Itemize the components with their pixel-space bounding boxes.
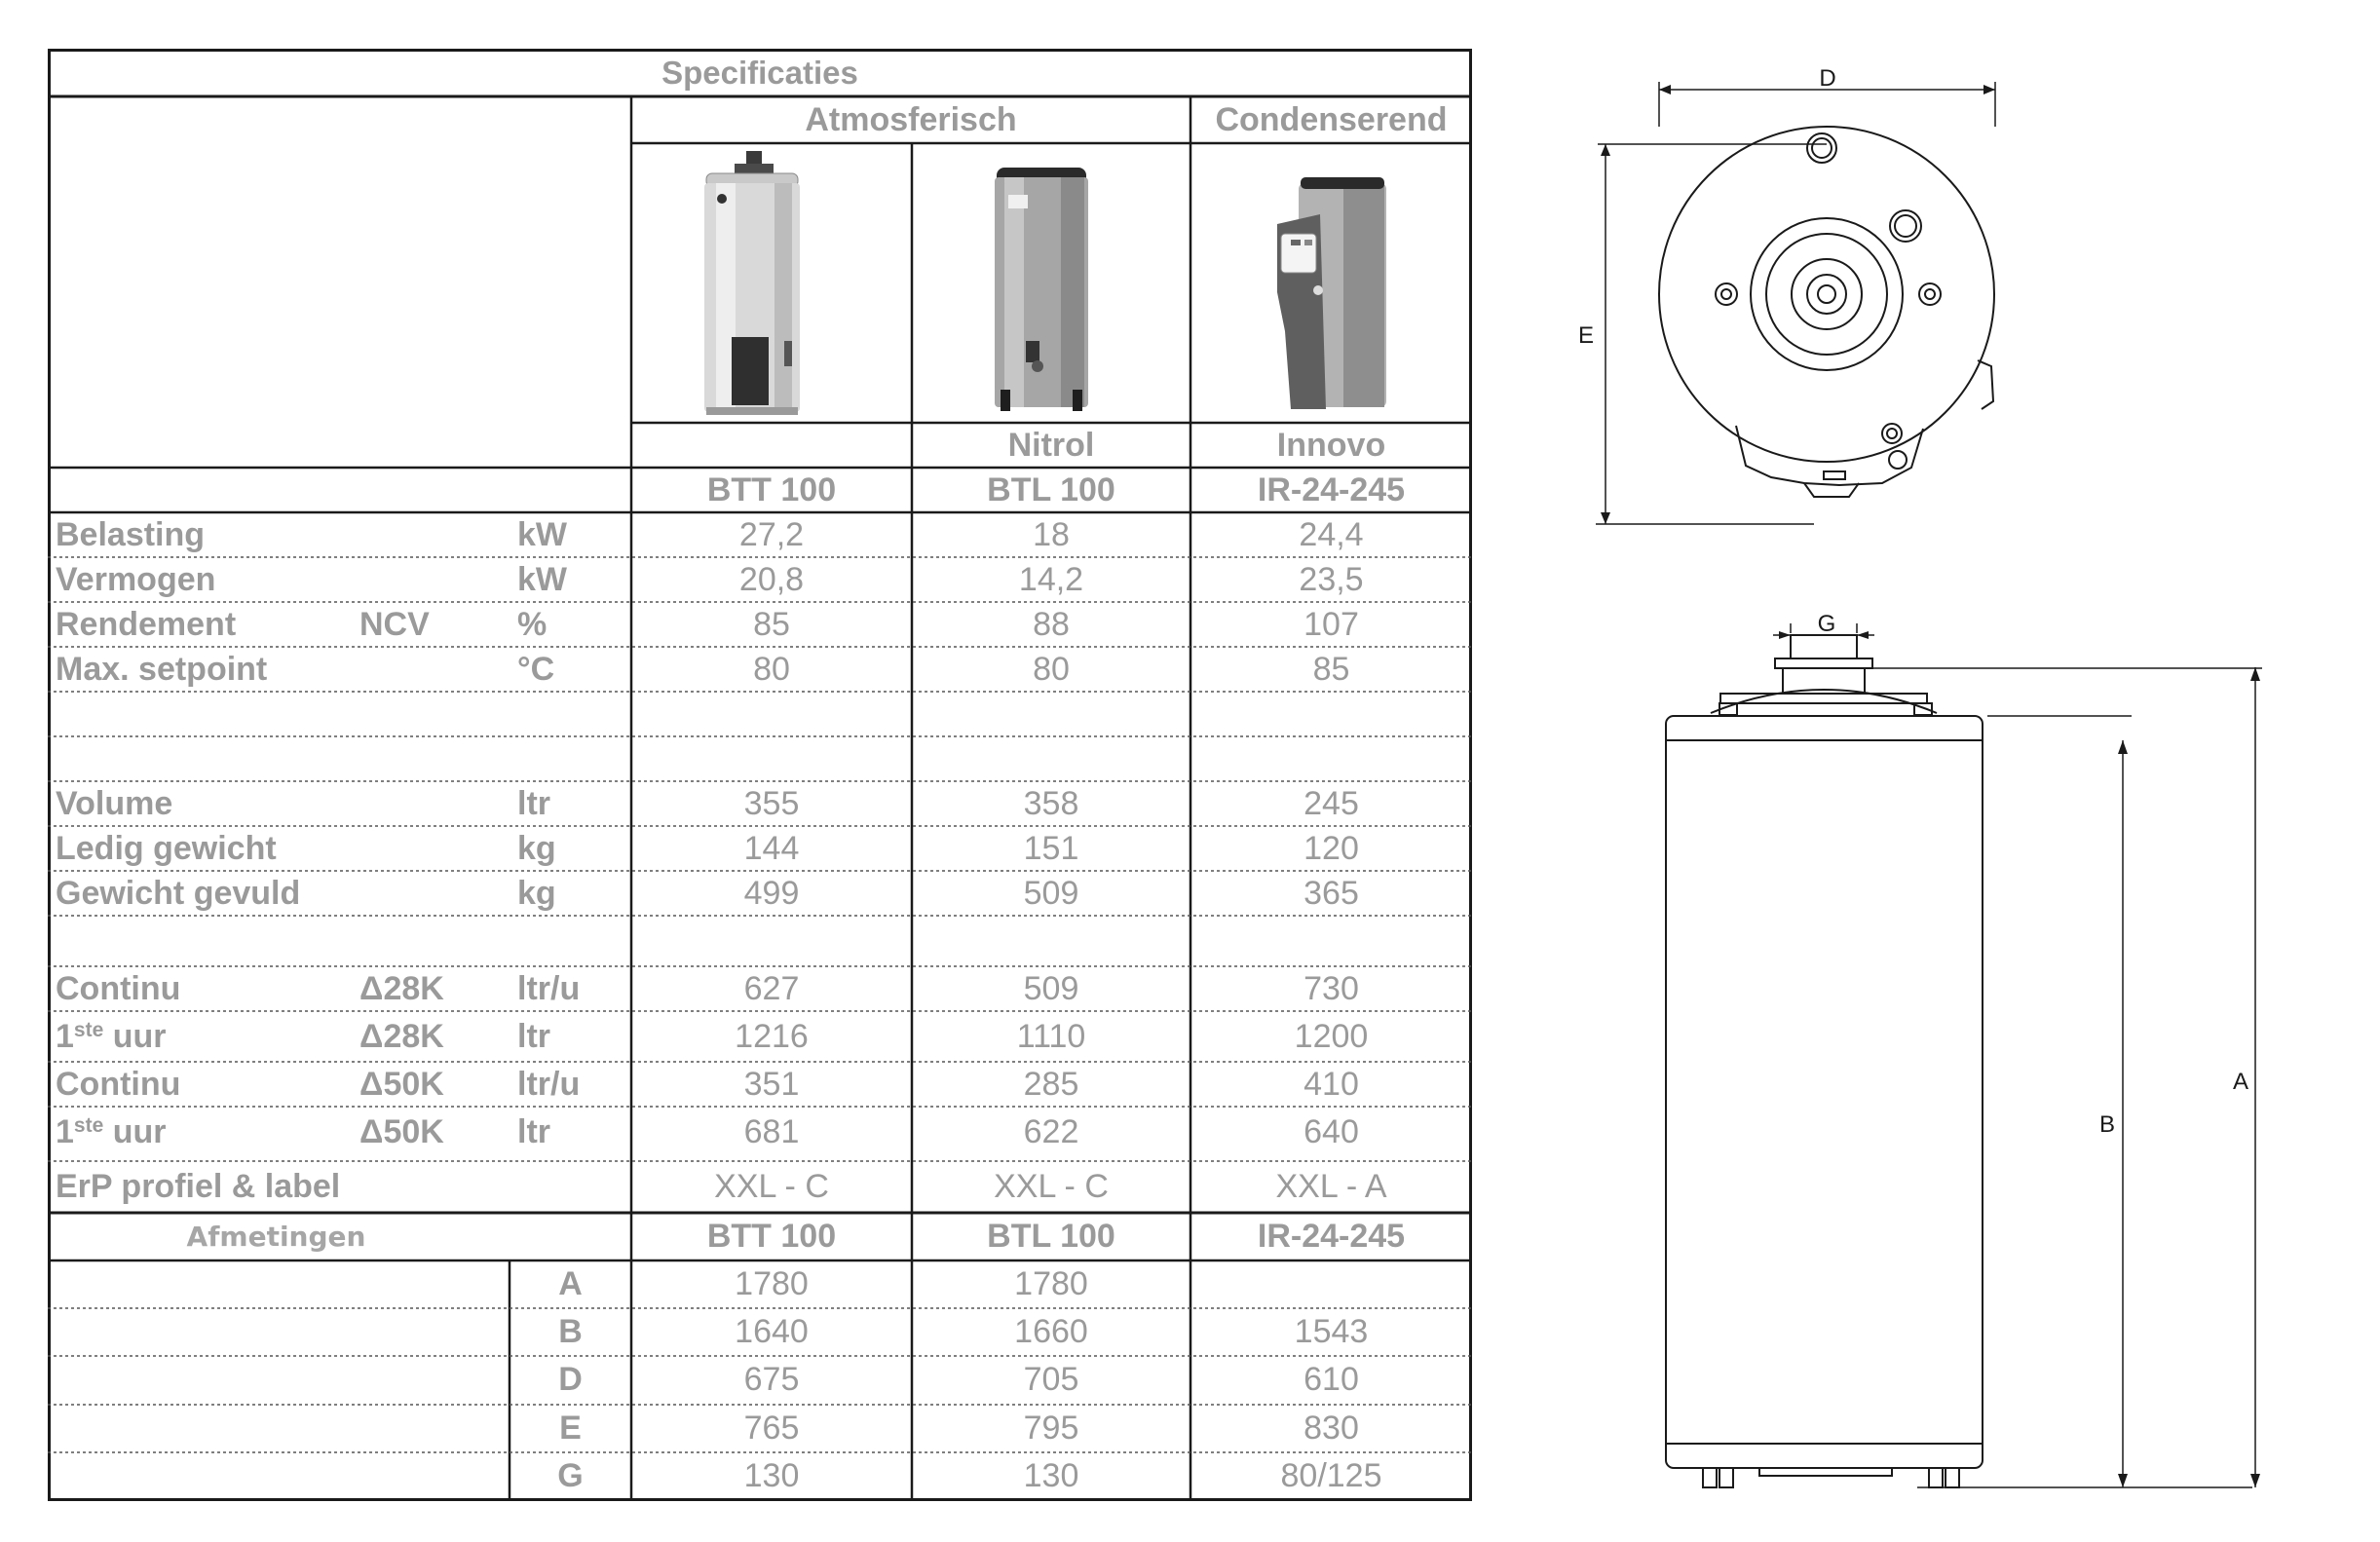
group-condensing: Condenserend — [1215, 100, 1448, 138]
spec-value: 681 — [743, 1112, 800, 1150]
spec-value: 80 — [753, 650, 790, 688]
spec-value: 410 — [1303, 1065, 1359, 1103]
spec-value: 355 — [743, 784, 800, 822]
group-atmospheric: Atmosferisch — [805, 100, 1017, 138]
spec-row-label: Volume — [56, 784, 173, 822]
spec-row-condition: Δ50K — [359, 1065, 444, 1103]
model-name: BTL 100 — [987, 470, 1115, 508]
spec-value: 640 — [1303, 1112, 1359, 1150]
spec-value: 151 — [1023, 829, 1079, 867]
specifications-table — [48, 49, 1472, 1501]
spec-row-label: Continu — [56, 1065, 181, 1103]
spec-row-unit: kW — [517, 560, 567, 598]
technical-drawings — [1520, 0, 2338, 1537]
spec-row-label: Belasting — [56, 515, 206, 553]
spec-row-condition: NCV — [359, 605, 430, 643]
model-name: IR-24-245 — [1257, 1218, 1406, 1255]
spec-row-condition: Δ28K — [359, 969, 444, 1007]
spec-value: 365 — [1303, 874, 1359, 912]
dimension-key: G — [557, 1457, 584, 1494]
dimension-value: 1780 — [1014, 1265, 1088, 1302]
dim-label-b: B — [2098, 1111, 2116, 1138]
dimension-key: E — [559, 1410, 582, 1447]
spec-value: 285 — [1023, 1065, 1079, 1103]
ir-24-245-heater-image — [1277, 177, 1386, 409]
spec-value: 499 — [743, 874, 800, 912]
spec-value: 20,8 — [738, 560, 805, 598]
spec-value: 23,5 — [1299, 560, 1364, 598]
dimension-key: D — [558, 1361, 583, 1398]
spec-value: 1200 — [1294, 1017, 1369, 1055]
spec-row-label: Max. setpoint — [56, 650, 268, 688]
btt-100-heater-image — [704, 151, 800, 415]
spec-value: 24,4 — [1299, 515, 1364, 553]
spec-value: XXL - C — [714, 1168, 829, 1205]
spec-row-unit: % — [517, 605, 548, 643]
dimension-value: 1543 — [1294, 1313, 1369, 1350]
dimensions-heading: Afmetingen — [186, 1221, 366, 1253]
spec-value: 509 — [1023, 969, 1079, 1007]
model-name: BTT 100 — [706, 470, 837, 508]
spec-row-label: ErP profiel & label — [56, 1168, 341, 1205]
table-title: Specificaties — [661, 54, 858, 91]
model-name: IR-24-245 — [1257, 470, 1406, 508]
dimension-value: 1660 — [1014, 1313, 1088, 1350]
spec-value: 88 — [1033, 605, 1070, 643]
spec-value: 351 — [743, 1065, 800, 1103]
dimension-value: 795 — [1023, 1410, 1079, 1447]
top-view-drawing — [1659, 127, 1994, 497]
dimension-key: A — [558, 1265, 583, 1302]
spec-value: 27,2 — [738, 515, 805, 553]
dim-label-e: E — [1577, 322, 1595, 349]
spec-row-label: 1 $^{ste}$ uur — [56, 1017, 167, 1055]
dimension-value: 675 — [743, 1361, 800, 1398]
spec-row-unit: ltr — [517, 1017, 550, 1055]
dimension-value: 130 — [743, 1457, 800, 1494]
spec-row-unit: ltr/u — [517, 1065, 581, 1103]
dimension-value: 1780 — [735, 1265, 809, 1302]
spec-value: 80 — [1033, 650, 1070, 688]
dimension-value: 765 — [743, 1410, 800, 1447]
dim-label-g: G — [1817, 611, 1836, 637]
spec-value: 1110 — [1016, 1017, 1086, 1055]
spec-value: 85 — [753, 605, 790, 643]
dimension-value: 610 — [1303, 1361, 1359, 1398]
spec-value: XXL - A — [1275, 1168, 1387, 1205]
model-name: BTT 100 — [706, 1218, 837, 1255]
spec-value: 509 — [1023, 874, 1079, 912]
spec-row-unit: ltr — [517, 784, 550, 822]
spec-value: 107 — [1303, 605, 1359, 643]
spec-value: 245 — [1303, 784, 1359, 822]
series-name: Nitrol — [1007, 426, 1095, 464]
spec-value: XXL - C — [994, 1168, 1109, 1205]
dim-label-a: A — [2232, 1069, 2249, 1095]
spec-row-label: Continu — [56, 969, 181, 1007]
spec-value: 85 — [1312, 650, 1350, 688]
btl-100-heater-image — [995, 168, 1088, 411]
spec-row-unit: °C — [517, 650, 555, 688]
spec-row-label: Ledig gewicht — [56, 829, 277, 867]
dimension-value: 130 — [1023, 1457, 1079, 1494]
side-view-drawing — [1666, 635, 1983, 1487]
spec-row-unit: ltr — [517, 1112, 550, 1150]
spec-row-condition: Δ28K — [359, 1017, 444, 1055]
spec-row-label: Gewicht gevuld — [56, 874, 301, 912]
spec-row-unit: ltr/u — [517, 969, 581, 1007]
dimension-value: 1640 — [735, 1313, 809, 1350]
dim-label-d: D — [1819, 65, 1836, 92]
dimension-lines — [1596, 82, 2262, 1487]
dimension-key: B — [558, 1313, 583, 1350]
spec-row-condition: Δ50K — [359, 1112, 444, 1150]
spec-value: 622 — [1023, 1112, 1079, 1150]
spec-row-label: Rendement — [56, 605, 237, 643]
dimension-value: 705 — [1023, 1361, 1079, 1398]
model-name: BTL 100 — [987, 1218, 1115, 1255]
spec-row-label: Vermogen — [56, 560, 216, 598]
dimension-value: 80/125 — [1280, 1457, 1382, 1494]
series-name — [631, 423, 912, 468]
spec-row-label: 1 $^{ste}$ uur — [56, 1112, 167, 1150]
spec-value: 730 — [1303, 969, 1359, 1007]
spec-row-unit: kg — [517, 874, 556, 912]
dimension-value — [1190, 1260, 1472, 1308]
spec-value: 14,2 — [1018, 560, 1084, 598]
spec-value: 120 — [1303, 829, 1359, 867]
spec-value: 144 — [743, 829, 800, 867]
spec-row-unit: kW — [517, 515, 567, 553]
spec-value: 18 — [1033, 515, 1070, 553]
spec-value: 358 — [1023, 784, 1079, 822]
series-name: Innovo — [1276, 426, 1386, 464]
spec-row-unit: kg — [517, 829, 556, 867]
spec-value: 627 — [743, 969, 800, 1007]
dimension-value: 830 — [1303, 1410, 1359, 1447]
spec-value: 1216 — [735, 1017, 809, 1055]
